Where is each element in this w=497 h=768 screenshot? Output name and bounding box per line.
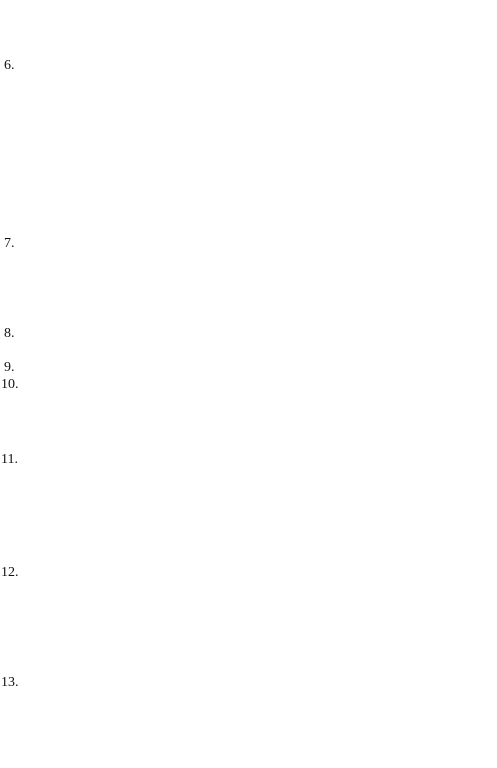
item-number: 10.: [1, 377, 19, 392]
item-number: 11.: [1, 452, 18, 467]
item-number: 9.: [4, 360, 15, 375]
item-number: 6.: [4, 58, 15, 73]
item-number: 8.: [4, 326, 15, 341]
item-number: 7.: [4, 236, 15, 251]
item-number: 13.: [1, 675, 19, 690]
item-number: 12.: [1, 565, 19, 580]
